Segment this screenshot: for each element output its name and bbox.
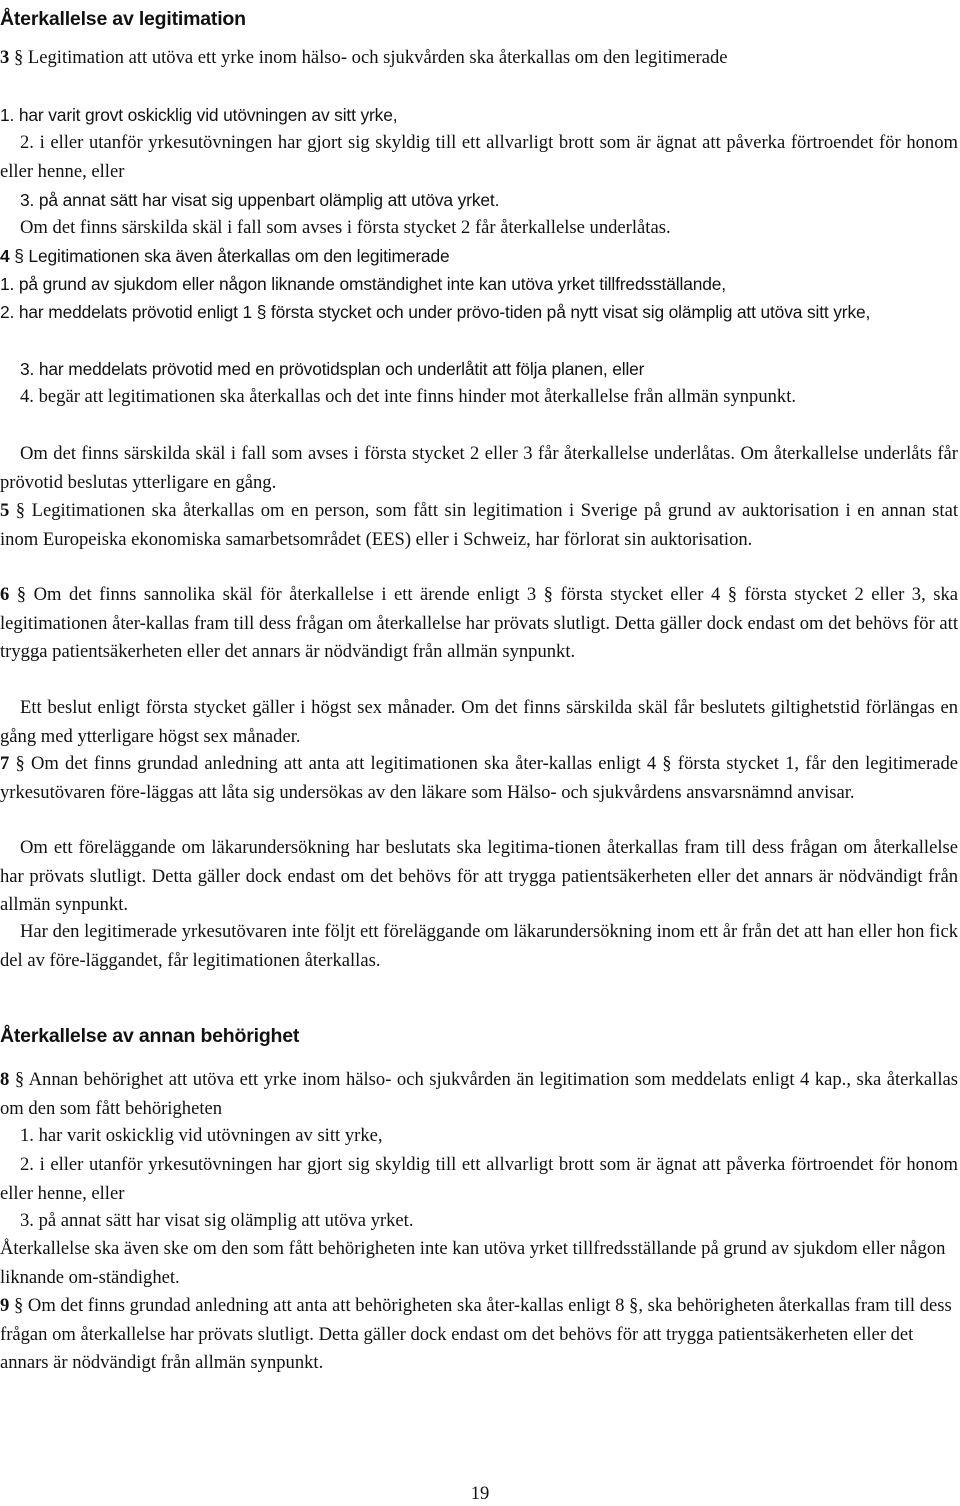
section-heading-annan-behorighet: Återkallelse av annan behörighet xyxy=(0,1025,300,1047)
paragraph-9: 9 § Om det finns grundad anledning att anta att behörigheten ska åter-kallas enligt 8 §, ska behörigheten återkallas fram till dess frågan om återkallelse har prövats slutligt. Detta gäller dock endast om det behövs för att trygga patientsäkerheten eller det annars är nödvändigt från allmän synpunkt. xyxy=(0,1295,952,1373)
section-sign-4: § xyxy=(14,246,24,266)
section-sign-6: § xyxy=(16,584,27,605)
paragraph-6: 6 § Om det finns sannolika skäl för återkallelse i ett ärende enligt 3 § första stycket eller 4 § första stycket 2 eller 3, ska legitimationen åter-kallas fram till dess frågan om återkallelse har prövats slutligt. Detta gäller dock endast om det behövs för att trygga patientsäkerheten eller det annars är nödvändigt från allmän synpunkt. xyxy=(0,584,958,662)
paragraph-8-item-3: 3. på annat sätt har visat sig olämplig att utöva yrket. xyxy=(20,1210,414,1231)
paragraph-8-item-2: 2. i eller utanför yrkesutövningen har gjort sig skyldig till ett allvarligt brott som är ägnat att påverka förtroendet för honom eller henne, eller xyxy=(0,1154,958,1204)
paragraph-number-4: 4 xyxy=(0,246,10,266)
paragraph-3-second-stycke: Om det finns särskilda skäl i fall som avses i första stycket 2 får återkallelse underlåtas. xyxy=(20,217,671,238)
paragraph-7-third-stycke: Har den legitimerade yrkesutövaren inte följt ett föreläggande om läkarundersökning inom ett år från det att han eller hon fick del av före-läggandet, får legitimationen återkallas. xyxy=(0,921,958,971)
paragraph-4-item-4: 4. begär att legitimationen ska återkallas och det inte finns hinder mot återkallelse från allmän synpunkt. xyxy=(20,386,797,407)
paragraph-number-9: 9 xyxy=(0,1295,10,1316)
paragraph-number-8: 8 xyxy=(0,1069,10,1090)
paragraph-8-second-stycke: Återkallelse ska även ske om den som fått behörigheten inte kan utöva yrket tillfredsställande på grund av sjukdom eller någon liknande om-ständighet. xyxy=(0,1238,946,1288)
page-number: 19 xyxy=(470,1483,490,1504)
paragraph-8-item-1: 1. har varit oskicklig vid utövningen av sitt yrke, xyxy=(20,1125,383,1146)
section-sign-8: § xyxy=(14,1069,25,1090)
paragraph-7: 7 § Om det finns grundad anledning att anta att legitimationen ska åter-kallas enligt 4 § första stycket 1, får den legitimerade yrkesutövaren före-läggas att låta sig undersökas av den läkare som Hälso- och sjukvårdens ansvarsnämnd anvisar. xyxy=(0,753,959,803)
section-sign-7: § xyxy=(15,753,25,774)
paragraph-3-intro: 3 § Legitimation att utöva ett yrke inom hälso- och sjukvården ska återkallas om den legitimerade xyxy=(0,47,728,68)
paragraph-4-item-1: 1. på grund av sjukdom eller någon liknande omständighet inte kan utöva yrket tillfredsställande, xyxy=(0,274,726,294)
paragraph-4-item-2: 2. har meddelats prövotid enligt 1 § första stycket och under prövo-tiden på nytt visat sig olämplig att utöva sitt yrke, xyxy=(0,302,871,322)
paragraph-6-second-stycke: Ett beslut enligt första stycket gäller i högst sex månader. Om det finns särskilda skäl får beslutets giltighetstid förlängas en gång med ytterligare högst sex månader. xyxy=(0,697,958,747)
paragraph-number-3: 3 xyxy=(0,47,10,68)
paragraph-3-item-1: 1. har varit grovt oskicklig vid utövningen av sitt yrke, xyxy=(0,105,398,125)
section-sign-9: § xyxy=(13,1295,24,1316)
paragraph-number-5: 5 xyxy=(0,500,10,521)
paragraph-4-item-3: 3. har meddelats prövotid med en prövotidsplan och underlåtit att följa planen, eller xyxy=(20,359,645,379)
section-sign-3: § xyxy=(13,47,24,68)
section-sign-5: § xyxy=(15,500,26,521)
paragraph-number-7: 7 xyxy=(0,753,10,774)
paragraph-8-intro: 8 § Annan behörighet att utöva ett yrke inom hälso- och sjukvården än legitimation som meddelats enligt 4 kap., ska återkallas om den som fått behörigheten xyxy=(0,1069,958,1119)
paragraph-3-item-3: 3. på annat sätt har visat sig uppenbart olämplig att utöva yrket. xyxy=(20,190,500,210)
paragraph-4-second-stycke: Om det finns särskilda skäl i fall som avses i första stycket 2 eller 3 får återkallelse underlåtas. Om återkallelse underlåts får prövotid beslutas ytterligare en gång. xyxy=(0,443,958,493)
paragraph-number-6: 6 xyxy=(0,584,10,605)
section-heading-legitimation: Återkallelse av legitimation xyxy=(0,8,246,30)
paragraph-4-intro: 4 § Legitimationen ska även återkallas om den legitimerade xyxy=(0,246,450,266)
paragraph-3-item-2: 2. i eller utanför yrkesutövningen har gjort sig skyldig till ett allvarligt brott som är ägnat att påverka förtroendet för honom eller henne, eller xyxy=(0,132,958,182)
paragraph-5: 5 § Legitimationen ska återkallas om en person, som fått sin legitimation i Sverige på grund av auktorisation i en annan stat inom Europeiska ekonomiska samarbetsområdet (EES) eller i Schweiz, har förlorat sin auktorisation. xyxy=(0,500,958,550)
paragraph-7-second-stycke: Om ett föreläggande om läkarundersökning har beslutats ska legitima-tionen återkallas fram till dess frågan om återkallelse har prövats slutligt. Detta gäller dock endast om det behövs för att trygga patientsäkerheten eller det annars är nödvändigt från allmän synpunkt. xyxy=(0,837,958,915)
